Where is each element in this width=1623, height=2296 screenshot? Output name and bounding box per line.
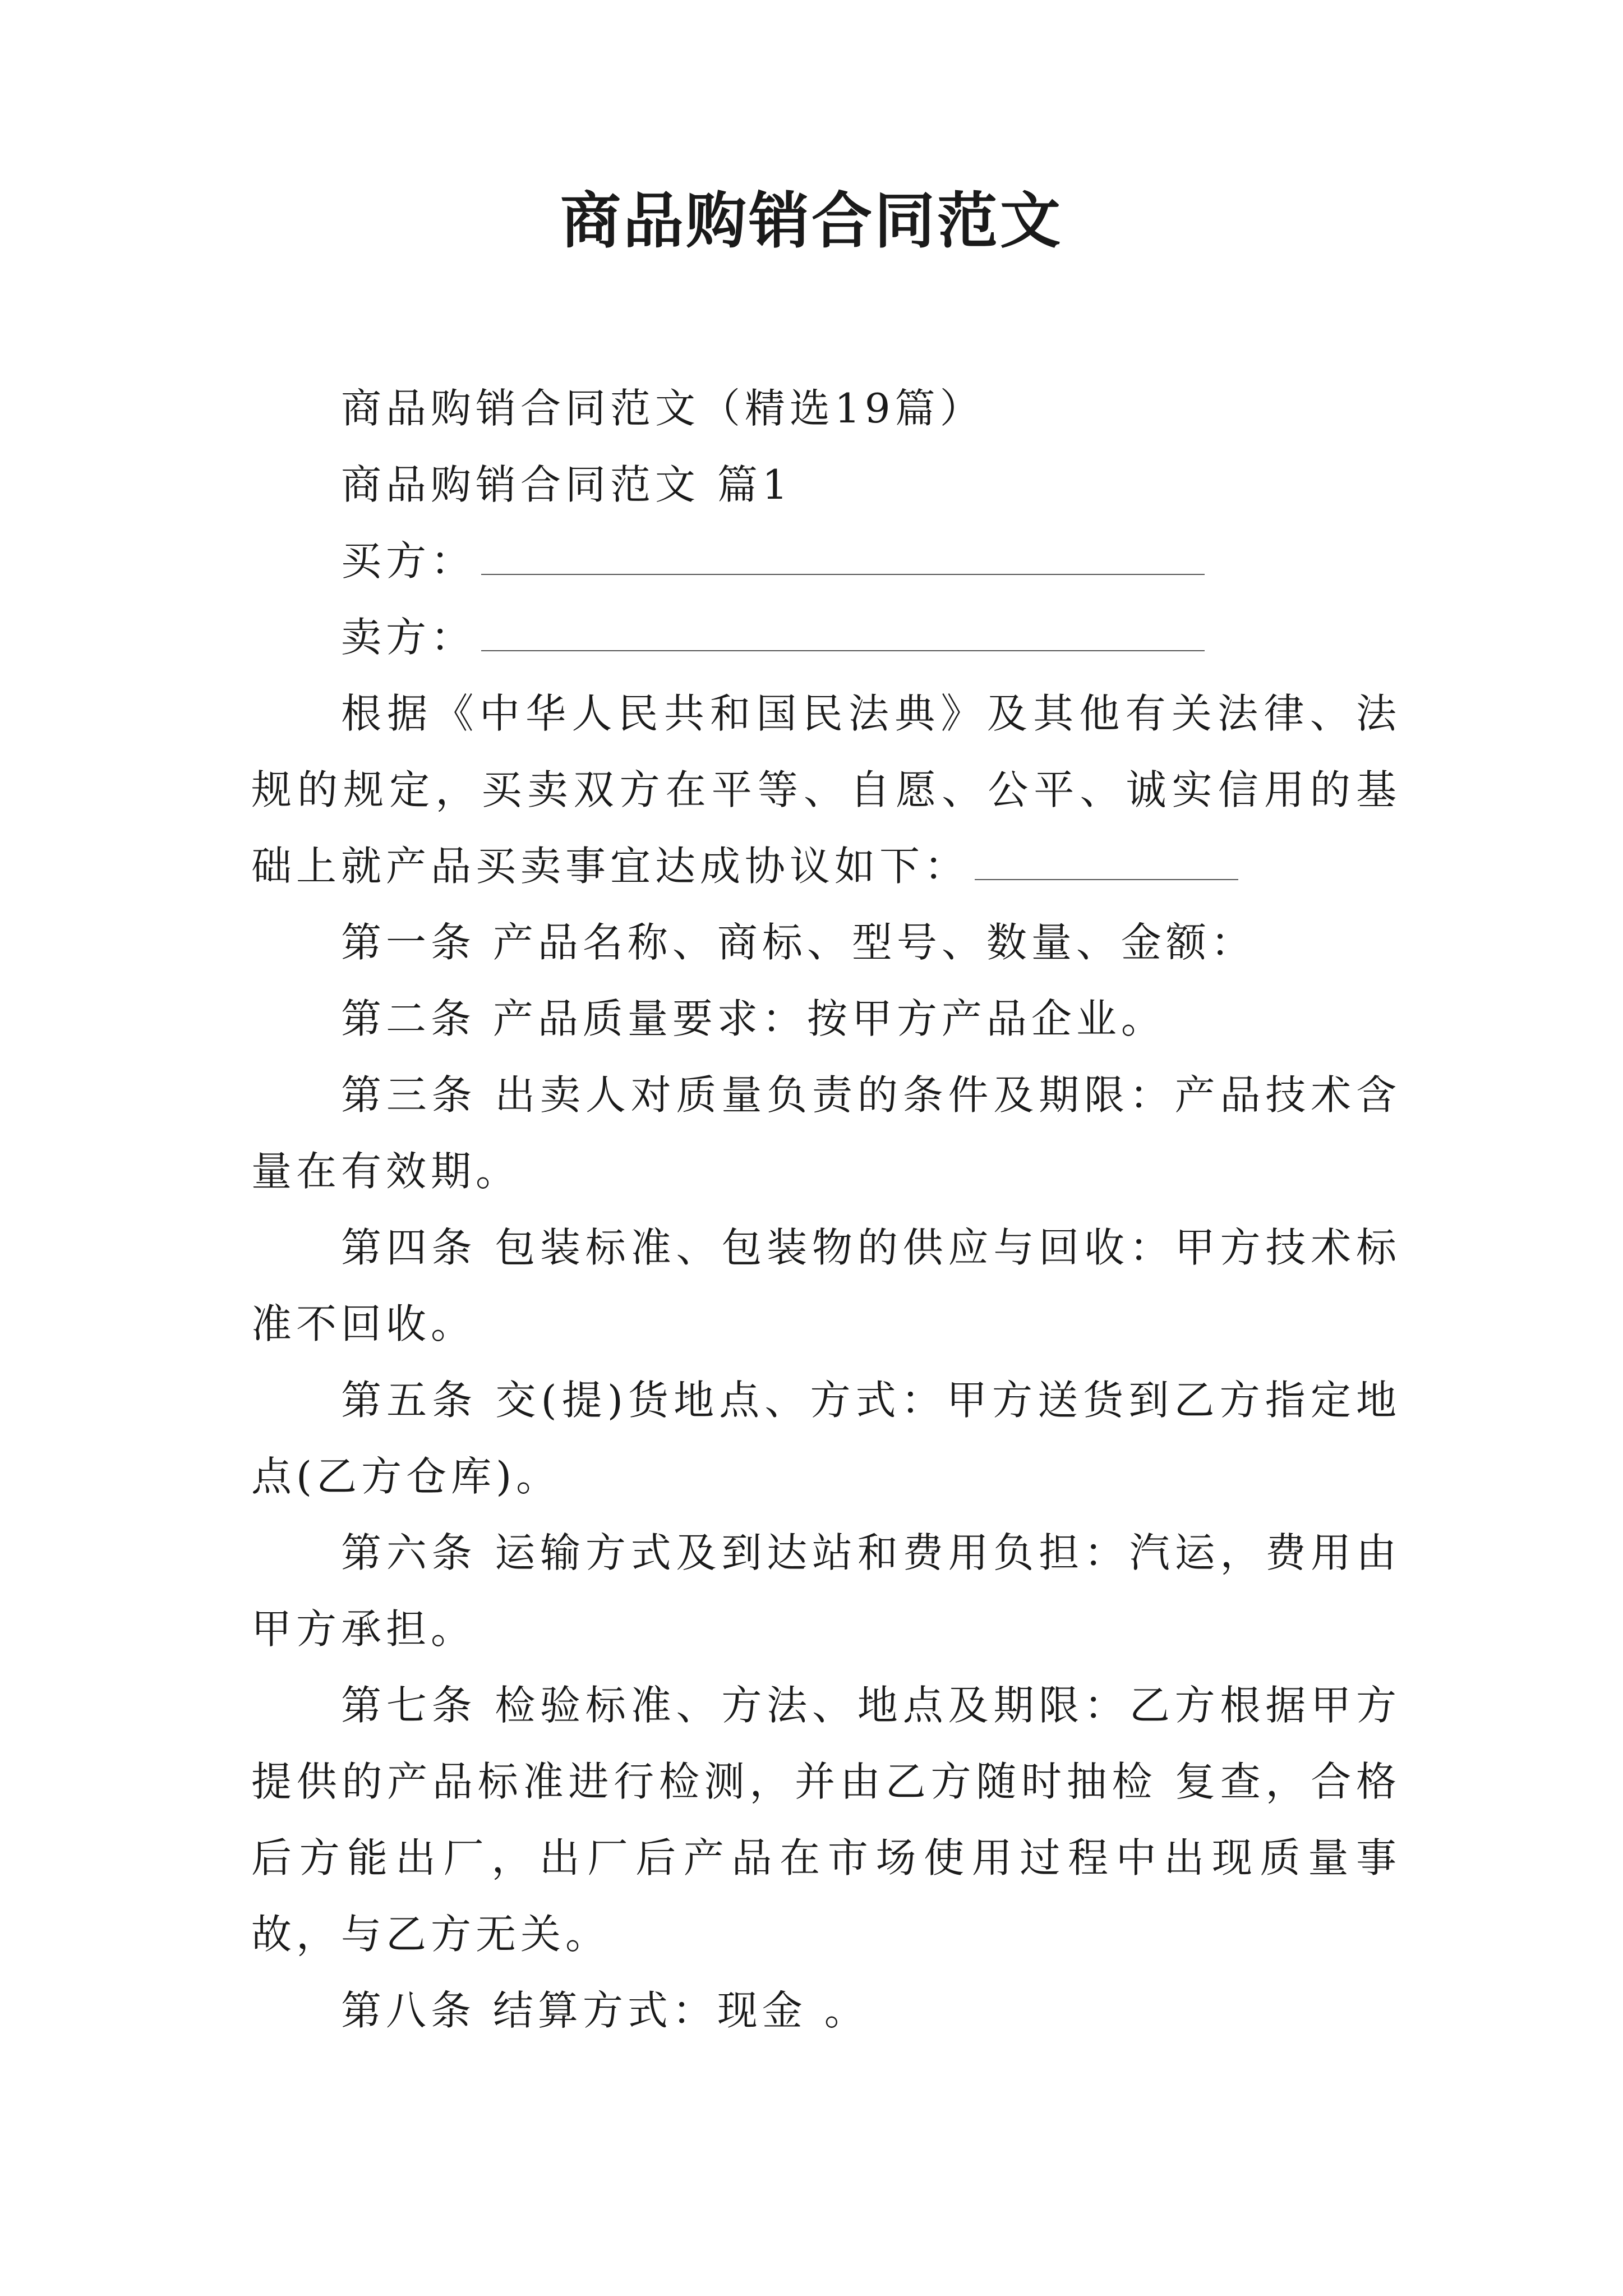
- preamble-blank: [975, 845, 1238, 880]
- article-7: 第七条 检验标准、方法、地点及期限：乙方根据甲方提供的产品标准进行检测，并由乙方随时抽检 复查，合格后方能出厂，出厂后产品在市场使用过程中出现质量事故，与乙方无关。: [251, 1682, 1401, 1958]
- article-3: 第三条 出卖人对质量负责的条件及期限：产品技术含量在有效期。: [251, 1071, 1401, 1195]
- article-2: 第二条 产品质量要求：按甲方产品企业。: [341, 995, 1166, 1042]
- preamble-paragraph: [251, 675, 1401, 904]
- subtitle: 商品购销合同范文（精选19篇）: [341, 385, 985, 432]
- seller-line: [251, 599, 1401, 675]
- article-5: 第五条 交(提)货地点、方式：甲方送货到乙方指定地点(乙方仓库)。: [251, 1377, 1401, 1500]
- buyer-line: [251, 523, 1401, 599]
- article-6: 第六条 运输方式及到达站和费用负担：汽运，费用由甲方承担。: [251, 1529, 1401, 1653]
- buyer-blank: [481, 540, 1205, 575]
- section-heading: 商品购销合同范文 篇1: [341, 461, 792, 508]
- seller-label: 卖方：: [341, 614, 476, 661]
- article-4: 第四条 包装标准、包装物的供应与回收：甲方技术标准不回收。: [251, 1224, 1401, 1347]
- article-8: 第八条 结算方式：现金 。: [341, 1987, 869, 2034]
- buyer-label: 买方：: [341, 537, 476, 585]
- seller-blank: [481, 616, 1205, 651]
- article-1: 第一条 产品名称、商标、型号、数量、金额：: [341, 919, 1256, 966]
- preamble-text: 根据《中华人民共和国民法典》及其他有关法律、法规的规定，买卖双方在平等、自愿、公平、诚实信用的基础上就产品买卖事宜达成协议如下：: [251, 690, 1401, 890]
- document-title: 商品购销合同范文: [560, 186, 1063, 256]
- document-body: [251, 370, 1401, 2049]
